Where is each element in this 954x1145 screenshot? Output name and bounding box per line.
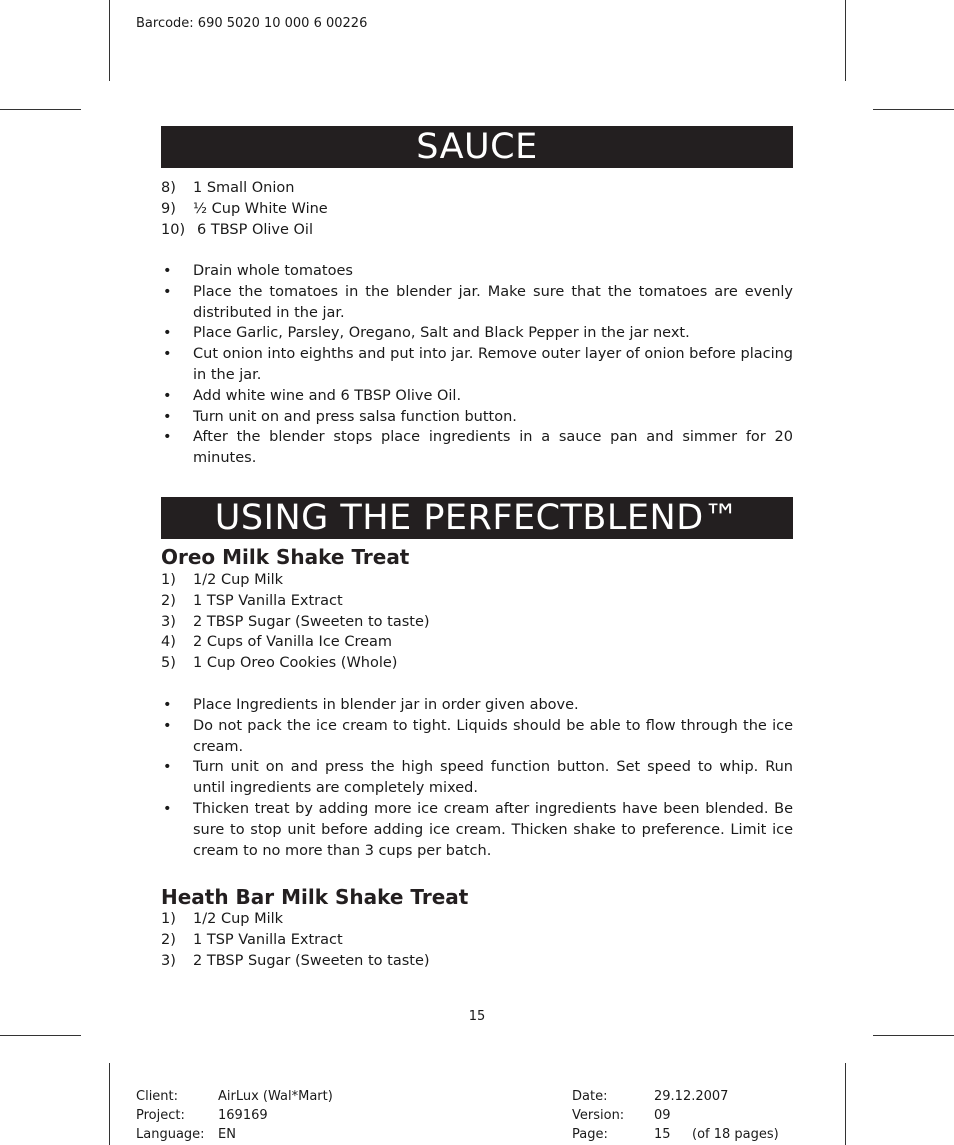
- meta-row-language: [136, 1125, 333, 1144]
- crop-mark-top-right: [845, 0, 846, 81]
- meta-value: 15: [654, 1127, 671, 1142]
- item-text: 2 TBSP Sugar (Sweeten to taste): [193, 952, 430, 969]
- item-text: 1 Small Onion: [193, 180, 295, 196]
- step-text: Drain whole tomatoes: [193, 263, 353, 279]
- bullet-icon: •: [163, 759, 172, 776]
- crop-mark-bottom-left: [109, 1063, 110, 1145]
- meta-key: Language:: [136, 1127, 205, 1142]
- step-text: Turn unit on and press salsa function button.: [193, 408, 517, 425]
- meta-value: 09: [654, 1108, 671, 1123]
- meta-key: Date:: [572, 1089, 608, 1104]
- list-item: [161, 178, 793, 199]
- bullet-icon: •: [163, 387, 172, 404]
- item-number: 8): [161, 180, 176, 196]
- item-text: 1 TSP Vanilla Extract: [193, 931, 343, 948]
- list-item: [161, 799, 793, 861]
- meta-value: 29.12.2007: [654, 1089, 729, 1104]
- bullet-icon: •: [163, 283, 172, 300]
- list-item: [161, 951, 793, 972]
- meta-row-client: [136, 1087, 333, 1106]
- bullet-icon: •: [163, 697, 172, 713]
- bullet-icon: •: [163, 408, 172, 425]
- meta-row-project: [136, 1106, 333, 1125]
- item-text: 1 TSP Vanilla Extract: [193, 592, 343, 609]
- footer-left-meta: [136, 1087, 333, 1144]
- item-number: 10): [161, 221, 186, 238]
- sauce-steps-list: [161, 261, 793, 469]
- list-item: [161, 695, 793, 716]
- list-item: [161, 716, 793, 758]
- meta-value: AirLux (Wal*Mart): [218, 1089, 333, 1104]
- item-number: 9): [161, 200, 176, 217]
- item-text: 1/2 Cup Milk: [193, 911, 284, 927]
- list-item: [161, 261, 793, 282]
- item-number: 3): [161, 952, 176, 969]
- step-text: Cut onion into eighths and put into jar. Remove outer layer of onion before placing in the jar.: [193, 346, 793, 383]
- list-item: [161, 323, 793, 344]
- step-text: Add white wine and 6 TBSP Olive Oil.: [193, 387, 462, 404]
- list-item: [161, 757, 793, 799]
- oreo-heading: Oreo Milk Shake Treat: [161, 545, 410, 569]
- list-item: [161, 282, 793, 324]
- list-item: [161, 632, 793, 653]
- step-text: Thicken treat by adding more ice cream after ingredients have been blended. Be sure to stop unit before adding ice cream. Thicken shake to preference. Limit ice cream to no more than 3 cups per batch.: [193, 800, 793, 859]
- list-item: [161, 909, 793, 930]
- crop-mark-left-top: [0, 109, 81, 110]
- bullet-icon: •: [163, 263, 172, 279]
- meta-row-version: [572, 1106, 779, 1125]
- heath-heading: Heath Bar Milk Shake Treat: [161, 885, 469, 909]
- list-item: [161, 570, 793, 591]
- crop-mark-bottom-right: [845, 1063, 846, 1145]
- bullet-icon: •: [163, 325, 172, 342]
- page-number: 15: [468, 1009, 486, 1024]
- item-number: 2): [161, 592, 176, 609]
- list-item: [161, 386, 793, 407]
- step-text: Place Ingredients in blender jar in order given above.: [193, 697, 579, 713]
- list-item: [161, 612, 793, 633]
- item-number: 1): [161, 911, 176, 927]
- bullet-icon: •: [163, 346, 172, 363]
- meta-extra: (of 18 pages): [692, 1127, 779, 1142]
- crop-mark-top-left: [109, 0, 110, 81]
- barcode-label: Barcode: 690 5020 10 000 6 00226: [136, 16, 368, 31]
- oreo-steps-list: [161, 695, 793, 861]
- step-text: Place Garlic, Parsley, Oregano, Salt and Black Pepper in the jar next.: [193, 325, 690, 342]
- bullet-icon: •: [163, 429, 172, 446]
- meta-key: Version:: [572, 1108, 625, 1123]
- item-number: 4): [161, 634, 176, 651]
- list-item: [161, 591, 793, 612]
- list-item: [161, 930, 793, 951]
- item-text: ½ Cup White Wine: [193, 200, 328, 217]
- meta-key: Project:: [136, 1108, 185, 1123]
- item-number: 3): [161, 613, 176, 630]
- footer-right-meta: [572, 1087, 779, 1144]
- step-text: After the blender stops place ingredients in a sauce pan and simmer for 20 minutes.: [193, 429, 793, 467]
- meta-value: EN: [218, 1127, 236, 1142]
- list-item: [161, 653, 793, 674]
- crop-mark-right-top: [873, 109, 954, 110]
- list-item: [161, 344, 793, 386]
- item-number: 2): [161, 931, 176, 948]
- bullet-icon: •: [163, 800, 172, 817]
- sauce-banner: SAUCE: [161, 126, 793, 168]
- sauce-ingredient-list: [161, 178, 793, 240]
- meta-key: Client:: [136, 1089, 179, 1104]
- oreo-ingredient-list: [161, 570, 793, 674]
- bullet-icon: •: [163, 717, 172, 734]
- item-number: 5): [161, 655, 176, 672]
- item-text: 1 Cup Oreo Cookies (Whole): [193, 655, 398, 672]
- list-item: [161, 199, 793, 220]
- item-text: 1/2 Cup Milk: [193, 572, 284, 588]
- crop-mark-left-bottom: [0, 1035, 81, 1036]
- heath-ingredient-list: [161, 909, 793, 971]
- list-item: [161, 407, 793, 428]
- list-item: [161, 220, 793, 241]
- list-item: [161, 427, 793, 469]
- item-number: 1): [161, 572, 176, 588]
- step-text: Do not pack the ice cream to tight. Liquids should be able to flow through the ice cream.: [193, 717, 793, 755]
- item-text: 2 TBSP Sugar (Sweeten to taste): [193, 613, 430, 630]
- meta-value: 169169: [218, 1108, 268, 1123]
- step-text: Turn unit on and press the high speed function button. Set speed to whip. Run until ingredients are completely mixed.: [193, 759, 793, 797]
- crop-mark-right-bottom: [873, 1035, 954, 1036]
- item-text: 6 TBSP Olive Oil: [197, 221, 313, 238]
- meta-row-page: [572, 1125, 779, 1144]
- item-text: 2 Cups of Vanilla Ice Cream: [193, 634, 393, 651]
- meta-key: Page:: [572, 1127, 608, 1142]
- meta-row-date: [572, 1087, 779, 1106]
- step-text: Place the tomatoes in the blender jar. Make sure that the tomatoes are evenly distributed in the jar.: [193, 283, 793, 321]
- using-banner: USING THE PERFECTBLEND™: [161, 497, 793, 539]
